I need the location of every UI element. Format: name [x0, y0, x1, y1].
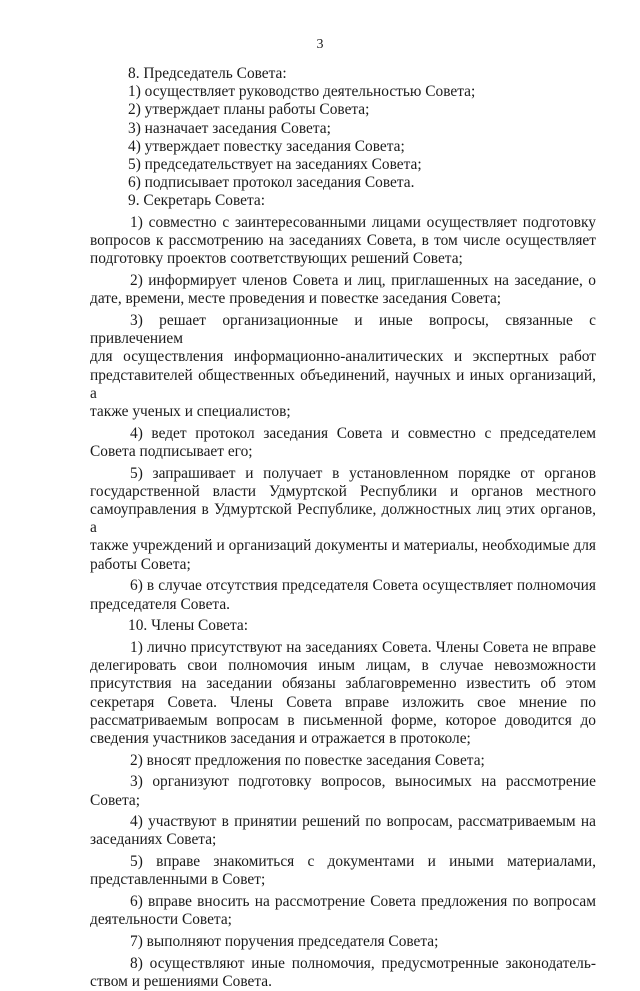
text-line: работы Совета;: [90, 555, 191, 573]
text-line: 4) участвуют в принятии решений по вопросам, рассматриваемым на: [130, 813, 596, 831]
text-line: самоуправления в Удмуртской Республике, должностных лиц этих органов, а: [90, 501, 596, 537]
section-9-heading: 9. Секретарь Совета:: [128, 192, 265, 210]
text-line: ством и решениями Совета.: [90, 972, 272, 990]
list-item: 6) подписывает протокол заседания Совета.: [128, 174, 415, 192]
text-line: 2) информирует членов Совета и лиц, приглашенных на заседание, о: [130, 272, 596, 290]
text-line: 6) в случае отсутствия председателя Совета осуществляет полномочия: [130, 577, 596, 595]
text-line: 1) совместно с заинтересованными лицами осуществляет подготовку: [130, 214, 596, 231]
text-line: представителей общественных объединений, научных и иных организаций, а: [90, 366, 596, 402]
text-line: подготовку проектов соответствующих решений Совета;: [90, 250, 463, 268]
text-line: также учреждений и организаций документы и материалы, необходимые для: [90, 537, 596, 555]
text-line: 3) организуют подготовку вопросов, выносимых на рассмотрение: [130, 773, 596, 791]
text-line: дате, времени, месте проведения и повестке заседания Совета;: [90, 290, 502, 308]
text-line: 2) вносят предложения по повестке заседания Совета;: [130, 751, 485, 769]
paragraph-9-4: [90, 425, 596, 461]
text-line: представленными в Совет;: [90, 871, 266, 889]
list-item: 3) назначает заседания Совета;: [128, 119, 331, 137]
page-number: 3: [316, 37, 324, 52]
list-item: 1) осуществляет руководство деятельностью Совета;: [128, 83, 476, 101]
text-line: также ученых и специалистов;: [90, 403, 291, 421]
paragraph-10-5: [90, 853, 596, 889]
text-line: секретаря Совета. Члены Совета вправе изложить свое мнение по: [90, 693, 596, 711]
text-line: делегировать свои полномочия иным лицам, в случае невозможности: [90, 657, 596, 675]
document-body: [90, 65, 596, 991]
text-line: 7) выполняют поручения председателя Совета;: [130, 933, 439, 950]
text-line: 1) лично присутствуют на заседаниях Совета. Члены Совета не вправе: [130, 638, 596, 656]
text-line: 4) ведет протокол заседания Совета и совместно с председателем: [130, 424, 596, 442]
text-line: деятельности Совета;: [90, 911, 232, 929]
text-line: вопросов к рассмотрению на заседаниях Совета, в том числе осуществляет: [90, 232, 596, 250]
text-line: Совета;: [90, 791, 140, 809]
paragraph-9-2: [90, 272, 596, 308]
text-line: 3) решает организационные и иные вопросы, связанные с привлечением: [90, 312, 596, 348]
section-8-heading: 8. Председатель Совета:: [128, 65, 287, 82]
text-line: заседаниях Совета;: [90, 831, 217, 849]
text-line: государственной власти Удмуртской Республики и органов местного: [90, 482, 596, 500]
paragraph-9-3: [90, 312, 596, 421]
text-line: рассматриваемым вопросам в письменной форме, которое доводится до: [90, 711, 596, 729]
paragraph-10-6: [90, 893, 596, 929]
text-line: председателя Совета.: [90, 595, 231, 613]
list-item: 4) утверждает повестку заседания Совета;: [128, 137, 405, 155]
text-line: Совета подписывает его;: [90, 442, 253, 460]
list-item: 5) председательствует на заседаниях Совета;: [128, 155, 422, 173]
text-line: для осуществления информационно-аналитических и экспертных работ: [90, 348, 596, 366]
section-10-heading: 10. Члены Совета:: [128, 617, 249, 635]
paragraph-9-6: [90, 577, 596, 613]
text-line: сведения участников заседания и отражается в протоколе;: [90, 729, 471, 747]
paragraph-10-7: [90, 933, 596, 951]
paragraph-10-1: [90, 639, 596, 748]
text-line: 6) вправе вносить на рассмотрение Совета предложения по вопросам: [130, 893, 596, 911]
paragraph-10-4: [90, 813, 596, 849]
paragraph-10-3: [90, 773, 596, 809]
list-item: 2) утверждает планы работы Совета;: [128, 101, 370, 119]
paragraph-10-2: [90, 752, 596, 770]
text-line: присутствия на заседании обязаны заблаговременно известить об этом: [90, 675, 596, 693]
text-line: 5) вправе знакомиться с документами и иными материалами,: [130, 853, 596, 871]
text-line: 8) осуществляют иные полномочия, предусмотренные законодатель-: [130, 954, 596, 972]
paragraph-10-8: [90, 955, 596, 991]
paragraph-9-1: [90, 214, 596, 269]
text-line: 5) запрашивает и получает в установленном порядке от органов: [130, 464, 596, 482]
paragraph-9-5: [90, 465, 596, 574]
